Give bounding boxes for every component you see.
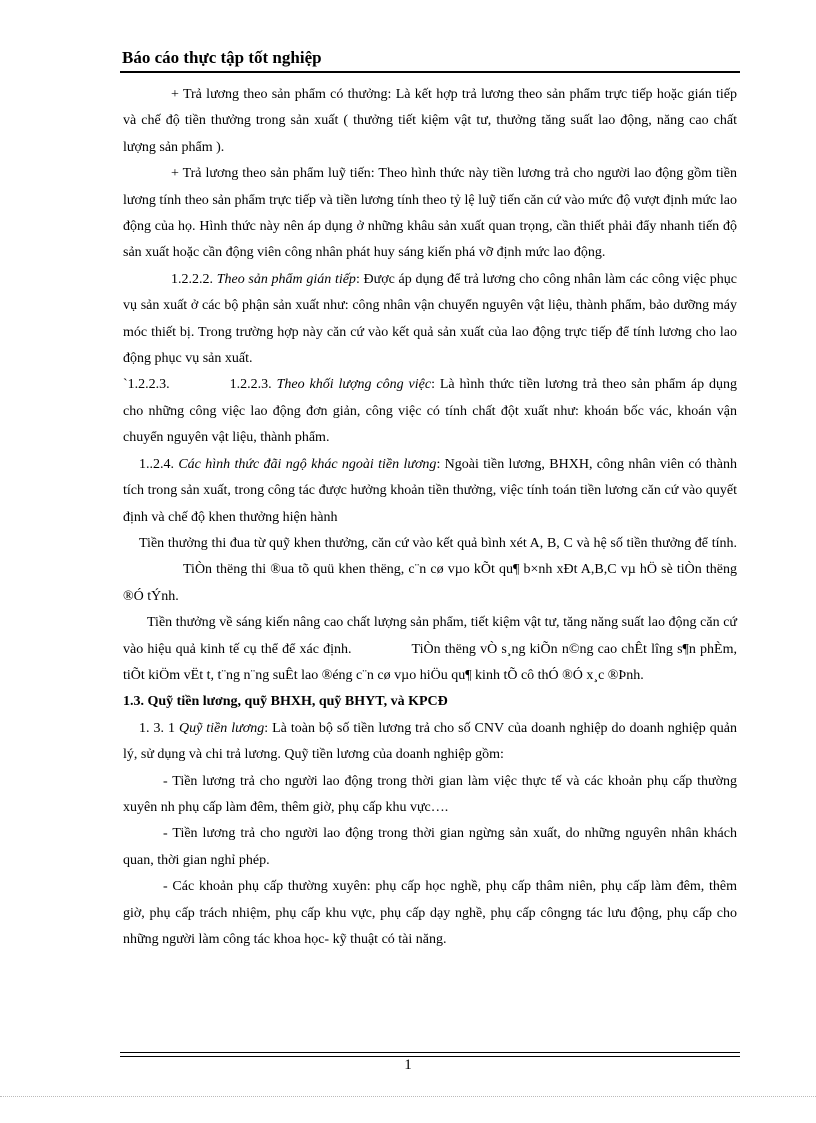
header-title: Báo cáo thực tập tốt nghiệp — [122, 48, 322, 67]
paragraph-workload — [123, 372, 737, 451]
paragraph-text: - Tiền lương trả cho người lao động trong thời gian làm việc thực tế và các khoản phụ cấp thường xuyên — [123, 773, 737, 815]
section-number: 1.2.2.3. — [229, 377, 277, 393]
header-rule — [120, 71, 740, 73]
paragraph-other-benefits — [123, 452, 737, 531]
section-prefix: `1.2.2.3. — [123, 377, 170, 393]
paragraph-emulation-bonus — [123, 531, 737, 610]
section-title-italic: Theo sản phẩm gián tiếp — [216, 271, 356, 287]
document-body — [123, 82, 737, 953]
paragraph-text: Tiền thưởng thi đua từ quỹ khen thưởng, căn cứ vào kết quả bình xét A, B, C và hệ số tiền thưởng để tính. — [139, 535, 737, 551]
paragraph-actual-work-pay — [123, 769, 737, 822]
section-number: 1..2.4. — [139, 456, 179, 472]
paragraph-progressive-pay: + Trả lương theo sản phẩm luỹ tiến: Theo hình thức này tiền lương trả cho người lao động gồm tiền lương tính theo sản phẩm trực tiếp và tiền lương tính theo tỷ lệ luỹ tiến căn cứ vào mức độ vượt định mức lao động của họ. Hình thức này nên áp dụng ở những khâu sản xuất quan trọng, cần thiết phải đẩy nhanh tiến độ sản xuất hoặc cần động viên công nhân phát huy sáng kiến phá vỡ định mức lao động. — [123, 166, 737, 261]
section-title-italic: Các hình thức đãi ngộ khác ngoài tiền lương — [178, 456, 437, 472]
garbled-text: TiÒn thëng thi ®ua tõ quü khen thëng, c¨n cø vµo kÕt qu¶ b×nh xÐt A,B,C vµ hÖ sè tiÒn thëng ®Ó tÝnh. — [123, 562, 737, 604]
paragraph-text: Tiền thưởng về sáng kiến nâng cao chất lượng sản phẩm, tiết kiệm vật tư, tăng năng suất lao động căn cứ vào hiệu quả kinh tế cụ thể để xác định. — [123, 615, 737, 657]
section-text: : Là toàn bộ số tiền lương trả cho số CNV của doanh nghiệp do doanh nghiệp quản lý, sử dụng và chi trả lương. Quỹ tiền lương của doanh nghiệp gồm: — [123, 720, 737, 763]
section-text: : Ngoài tiền lương, BHXH, công nhân viên có thành tích trong sản xuất, trong công tác được hưởng khoản tiền thưởng, việc tính toán tiền lương căn cứ vào quyết định và chế độ khen thưởng hiện hành — [123, 456, 737, 525]
paragraph-initiative-bonus — [123, 610, 737, 689]
paragraph-salary-fund — [123, 716, 737, 769]
section-heading: 1.3. Quỹ tiền lương, quỹ BHXH, quỹ BHYT, và KPCĐ — [123, 694, 448, 710]
paragraph-fragment: nh — [160, 799, 175, 815]
section-text: : Được áp dụng để trả lương cho công nhân làm các công việc phục vụ sản xuất ở các bộ phận sản xuất như: công nhân vận chuyển nguyên vật liệu, thành phẩm, bảo dưỡng máy móc thiết bị. Trong trường hợp này căn cứ vào kết quả sản xuất của lao động trực tiếp để tính lương cho lao động phục vụ sản xuất. — [123, 271, 737, 367]
section-text: : Là hình thức tiền lương trả theo sản phẩm áp dụng cho những công việc lao động đơn giản, công việc có tính chất đột xuất như: khoán bốc vác, khoán vận chuyển nguyên vật liệu, thành phẩm. — [123, 377, 737, 446]
garbled-text: TiÒn thëng vÒ s¸ng kiÕn n©ng cao chÊt lîng s¶n phÈm, tiÕt kiÖm vËt t, t¨ng n¨ng suÊt lao ®éng c¨n cø vµo hiÖu qu¶ kinh tÕ cô thÓ ®Ó x¸c ®Þnh. — [123, 641, 737, 683]
paragraph-text: phụ cấp làm đêm, thêm giờ, phụ cấp khu vực…. — [178, 799, 449, 815]
section-title-italic: Theo khối lượng công việc — [276, 377, 432, 393]
section-number: 1. 3. 1 — [139, 720, 179, 736]
paragraph-product-bonus: + Trả lương theo sản phẩm có thưởng: Là kết hợp trả lương theo sản phẩm trực tiếp hoặc gián tiếp và chế độ tiền thưởng trong sản xuất ( thưởng tiết kiệm vật tư, thưởng tăng suất lao động, năng cao chất lượng sản phẩm ). — [123, 87, 737, 155]
paragraph-indirect-product — [123, 267, 737, 373]
paragraph-allowances: - Các khoản phụ cấp thường xuyên: phụ cấp học nghề, phụ cấp thâm niên, phụ cấp làm đêm, thêm giờ, phụ cấp trách nhiệm, phụ cấp khu vực, phụ cấp dạy nghề, phụ cấp côngng tác lưu động, phụ cấp cho những người làm công tác khoa học- kỹ thuật có tài năng. — [123, 879, 737, 947]
paragraph-stoppage-pay: - Tiền lương trả cho người lao động trong thời gian ngừng sản xuất, do những nguyên nhân khách quan, thời gian nghỉ phép. — [123, 826, 737, 868]
page-break-line — [0, 1096, 816, 1097]
section-number: 1.2.2.2. — [171, 271, 217, 287]
section-title-italic: Quỹ tiền lương — [178, 720, 265, 736]
page-number: 1 — [404, 1057, 412, 1073]
